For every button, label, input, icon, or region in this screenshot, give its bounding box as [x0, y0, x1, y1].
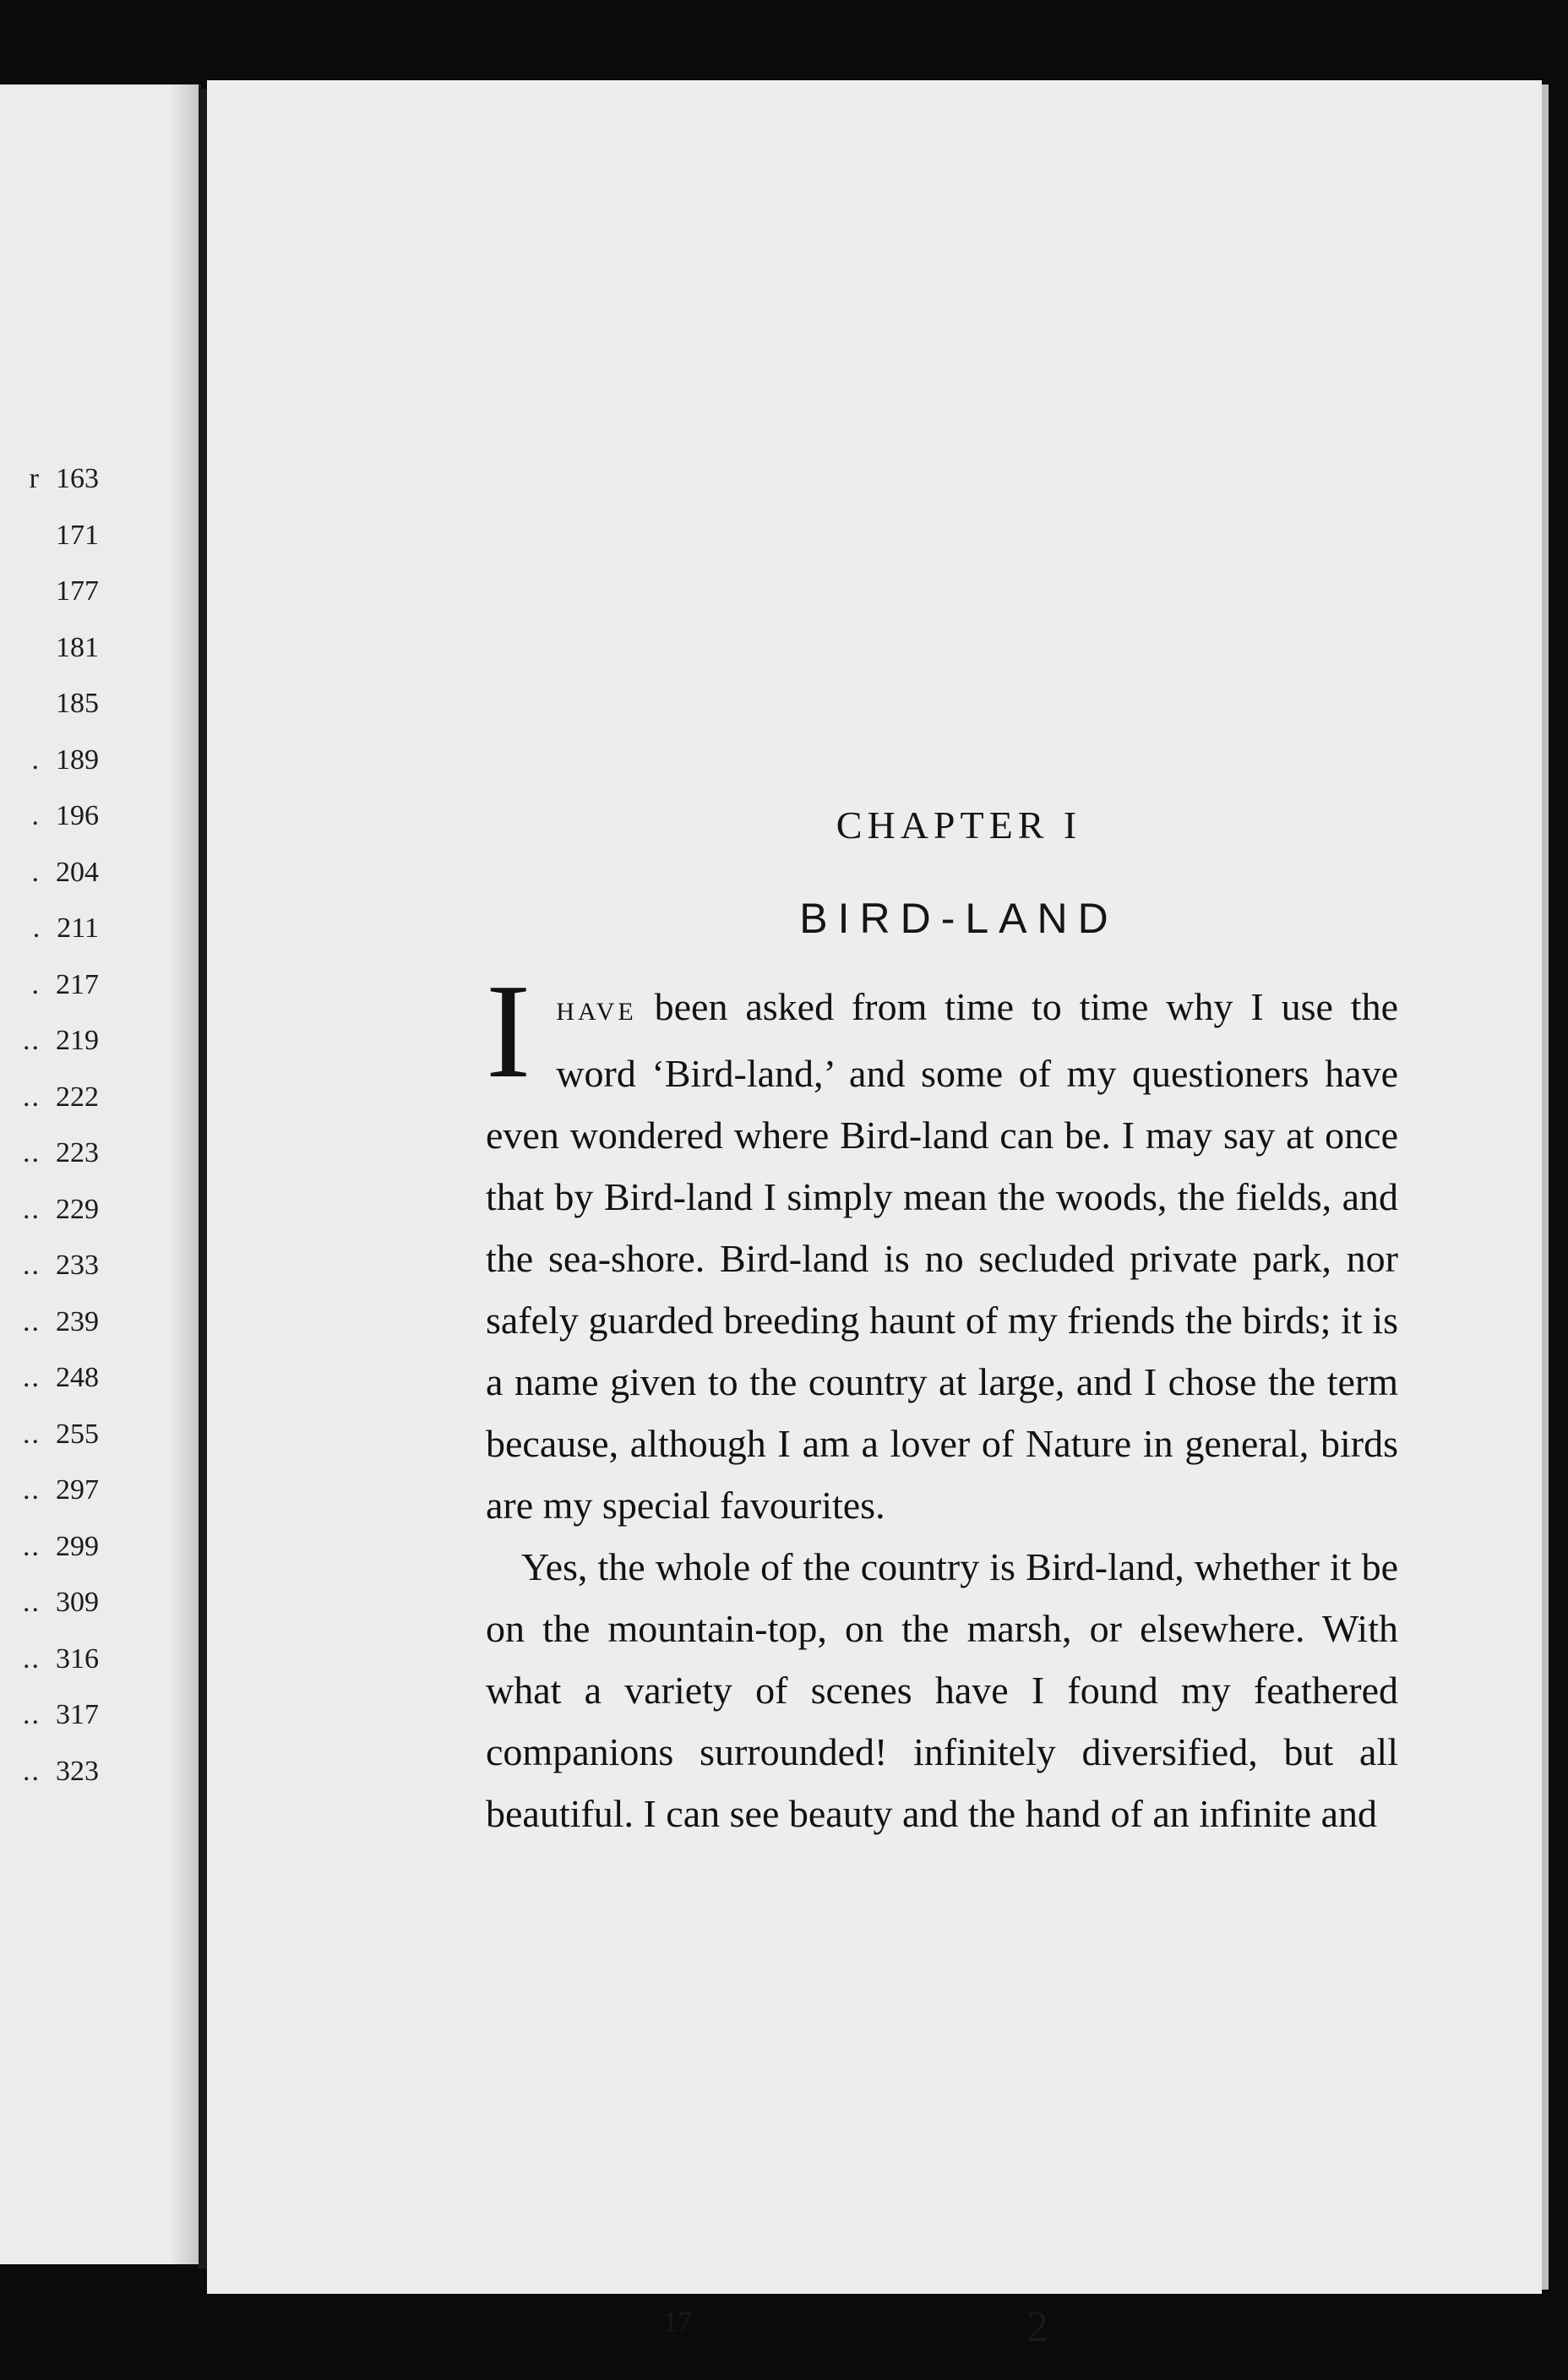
toc-number-text: 248 [56, 1362, 99, 1393]
page-number: 17 [663, 2306, 692, 2338]
toc-leader-dots: .. [23, 1025, 41, 1056]
chapter-body [486, 956, 1398, 1844]
small-caps-opening: HAVE [556, 998, 637, 1026]
toc-number-text: 299 [56, 1530, 99, 1562]
toc-leader-dots: . [32, 912, 42, 944]
toc-number-text: 323 [56, 1755, 99, 1787]
toc-leader-dots: .. [23, 1587, 41, 1618]
chapter-title: BIRD-LAND [799, 895, 1119, 942]
toc-number-text: 217 [56, 968, 99, 1000]
toc-number-text: 309 [56, 1587, 99, 1618]
toc-number-text: 171 [56, 519, 99, 551]
toc-leader-dots: .. [23, 1699, 41, 1730]
toc-leader-dots: .. [23, 1250, 41, 1281]
toc-leader-dots: .. [23, 1530, 41, 1562]
toc-leader-dots: . [31, 743, 41, 776]
toc-leader-dots: .. [23, 1081, 41, 1113]
toc-number-text: 185 [56, 688, 99, 719]
toc-leader-dots: .. [23, 1362, 41, 1393]
right-page [207, 80, 1542, 2351]
paragraph-1 [486, 956, 1398, 1536]
paragraph-1-text: been asked from time to time why I use the word ‘Bird-land,’ and some of my questioners have even wondered where Bird-land can be. I may say at once that by Bird-land I simply mean the woods, the fields, and the sea-shore. Bird-land is no secluded private park, nor safely guarded breeding haunt of my friends the birds; it is a name given to the country at large, and I chose the term because, although I am a lover of Nature in general, birds are my special favourites. [486, 985, 1398, 1527]
toc-number-text: 222 [56, 1081, 99, 1113]
toc-number-text: 223 [56, 1137, 99, 1168]
paragraph-2: Yes, the whole of the country is Bird-land, whether it be on the mountain-top, on the marsh, or elsewhere. With what a variety of scenes have I found my feathered companions surrounded! infinitely diversified, but all beautiful. I can see beauty and the hand of an infinite and [486, 1545, 1398, 1835]
toc-leader-dots: . [31, 856, 41, 888]
toc-number-text: 255 [56, 1418, 99, 1450]
toc-leader-dots: r [29, 463, 41, 494]
toc-number-text: 239 [56, 1305, 99, 1337]
toc-leader-dots: .. [23, 1137, 41, 1168]
toc-leader-dots: .. [23, 1418, 41, 1450]
toc-number-text: 233 [56, 1250, 99, 1281]
toc-number-text: 316 [56, 1642, 99, 1675]
toc-leader-dots: .. [23, 1474, 41, 1506]
toc-leader-dots: . [31, 968, 41, 1000]
toc-leader-dots: .. [23, 1305, 41, 1337]
toc-number-text: 181 [56, 631, 99, 663]
toc-number-text: 229 [56, 1193, 99, 1225]
gutter-shadow [169, 84, 203, 2264]
toc-number-text: 163 [56, 463, 99, 494]
signature-mark: 2 [1026, 2303, 1048, 2351]
toc-number-text: 196 [56, 800, 99, 831]
toc-leader-dots: .. [23, 1755, 41, 1787]
toc-number-text: 204 [56, 856, 99, 888]
chapter-number: CHAPTER I [836, 803, 1082, 847]
page-edge [1542, 84, 1549, 2290]
toc-number-text: 189 [56, 743, 99, 776]
toc-number-text: 297 [56, 1474, 99, 1506]
toc-number-text: 211 [57, 912, 99, 944]
toc-number-text: 219 [56, 1025, 99, 1056]
drop-cap: I [486, 956, 531, 1106]
toc-leader-dots: . [31, 800, 41, 831]
toc-leader-dots: .. [23, 1193, 41, 1225]
toc-leader-dots: .. [23, 1642, 41, 1675]
toc-number-text: 317 [56, 1699, 99, 1730]
toc-number-text: 177 [56, 575, 99, 607]
